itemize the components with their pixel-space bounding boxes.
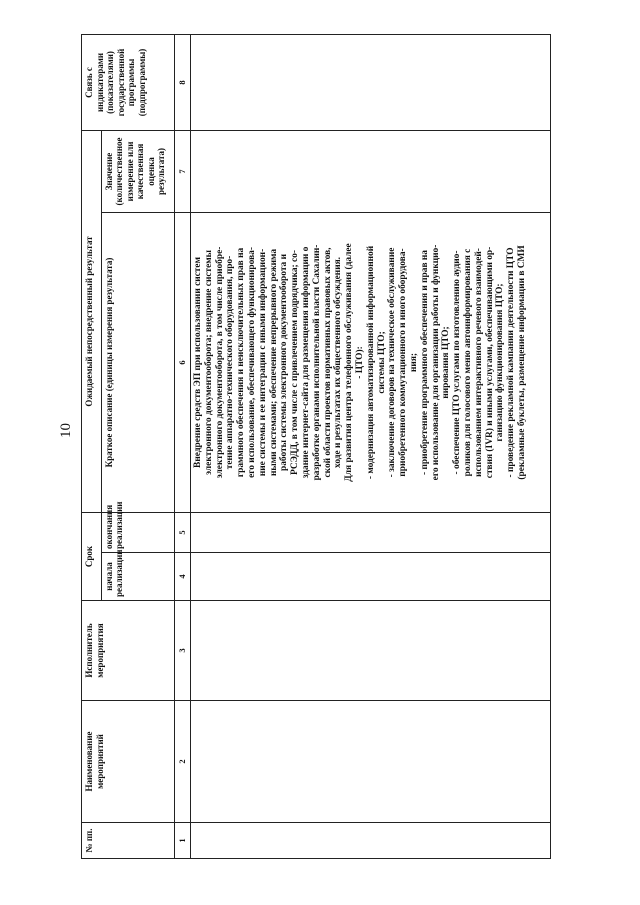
description-line: нирования ЦТО; bbox=[441, 326, 452, 399]
description-line: ние системы и ее интеграции с иными информацион- bbox=[257, 248, 268, 477]
cell-executor bbox=[191, 601, 551, 701]
description-line: - ЦТО): bbox=[354, 346, 365, 379]
description-line: электронного документооборота; внедрение системы bbox=[203, 250, 214, 475]
description-line: электронного документооборота, в том числе приобре- bbox=[214, 246, 225, 479]
cell-number bbox=[191, 823, 551, 859]
description-line: Внедрение средств ЭП при использовании систем bbox=[193, 257, 203, 468]
cell-description bbox=[191, 212, 551, 512]
col-number-3: 3 bbox=[175, 601, 191, 701]
description-line: - модернизация автоматизированной информационной bbox=[365, 245, 376, 480]
col-number-2: 2 bbox=[175, 701, 191, 823]
cell-activity-name bbox=[191, 701, 551, 823]
header-start: начала реализации bbox=[101, 553, 174, 601]
description-line: ходе и результатах их общественного обсуждения. bbox=[333, 256, 344, 468]
description-line: его использование для организации работы и функцио- bbox=[430, 244, 441, 481]
col-number-7: 7 bbox=[175, 130, 191, 212]
description-line: приобретенного коммутационного и иного оборудова- bbox=[398, 248, 409, 477]
col-number-4: 4 bbox=[175, 553, 191, 601]
activities-table bbox=[81, 34, 551, 859]
rotated-table-sheet bbox=[81, 35, 574, 859]
col-number-6: 6 bbox=[175, 212, 191, 512]
description-line: использованием интерактивного речевого взаимодей- bbox=[473, 248, 484, 477]
description-line: - приобретение программного обеспечения и прав на bbox=[419, 250, 430, 475]
col-number-8: 8 bbox=[175, 34, 191, 130]
description-line: ствия (IVR) и иными услугами, обеспечивающими ор- bbox=[484, 246, 495, 479]
description-line: РСЭДД, в том числе с привлечением подрядчика; со- bbox=[290, 250, 301, 475]
description-line: роликов для голосового меню автоинформирования с bbox=[462, 248, 473, 477]
cell-indicator-link bbox=[191, 34, 551, 130]
header-activity-name: Наименование мероприятий bbox=[82, 701, 175, 823]
header-executor: Исполнитель мероприятия bbox=[82, 601, 175, 701]
description-line: - обеспечение ЦТО услугами по изготовлению аудио- bbox=[452, 250, 463, 475]
description-line: ния; bbox=[408, 352, 419, 372]
description-line: тение аппаратно-технического оборудования, про- bbox=[225, 255, 236, 470]
col-number-5: 5 bbox=[175, 512, 191, 552]
page-number: 10 bbox=[58, 423, 74, 438]
description-line: Для развития центра телефонного обслуживания (далее bbox=[344, 243, 355, 482]
description-line: системы ЦТО; bbox=[376, 331, 387, 394]
header-end: окончания реализации bbox=[101, 512, 174, 552]
col-number-1: 1 bbox=[175, 823, 191, 859]
description-line: здание интернет-сайта для размещения информации о bbox=[300, 246, 311, 479]
description-line: ными системами; обеспечение непрерывного режима bbox=[268, 248, 279, 477]
description-line: работы системы электронного документооборота и bbox=[279, 254, 290, 471]
cell-start bbox=[191, 553, 551, 601]
cell-value bbox=[191, 130, 551, 212]
description-line: граммного обеспечения и неисключительных прав на bbox=[236, 247, 247, 478]
description-line: - заключение договоров на техническое обслуживание bbox=[387, 247, 398, 478]
header-short-description: Краткое описание (единицы измерения результата) bbox=[101, 212, 174, 512]
header-expected-result: Ожидаемый непосредственный результат bbox=[82, 130, 102, 512]
cell-end bbox=[191, 512, 551, 552]
description-line: разработке органами исполнительной власти Сахалин- bbox=[311, 244, 322, 481]
header-value: Значение (количественное измерение или качественная оценка результата) bbox=[101, 130, 174, 212]
description-line: его использование, обеспечивающего функционирова- bbox=[246, 247, 257, 478]
description-line: (рекламные буклеты, размещение информации в СМИ bbox=[516, 245, 527, 480]
header-indicator-link: Связь с индикаторами (показателями) государственной программы (подпрограммы) bbox=[82, 34, 175, 130]
description-line: - проведение рекламной кампании деятельности ЦТО bbox=[506, 247, 517, 478]
header-number: № пп. bbox=[82, 823, 175, 859]
header-term: Срок bbox=[82, 512, 102, 600]
description-line: ганизацию функционирования ЦТО; bbox=[495, 283, 506, 442]
description-line: ской области проектов нормативных правовых актов, bbox=[322, 247, 333, 478]
